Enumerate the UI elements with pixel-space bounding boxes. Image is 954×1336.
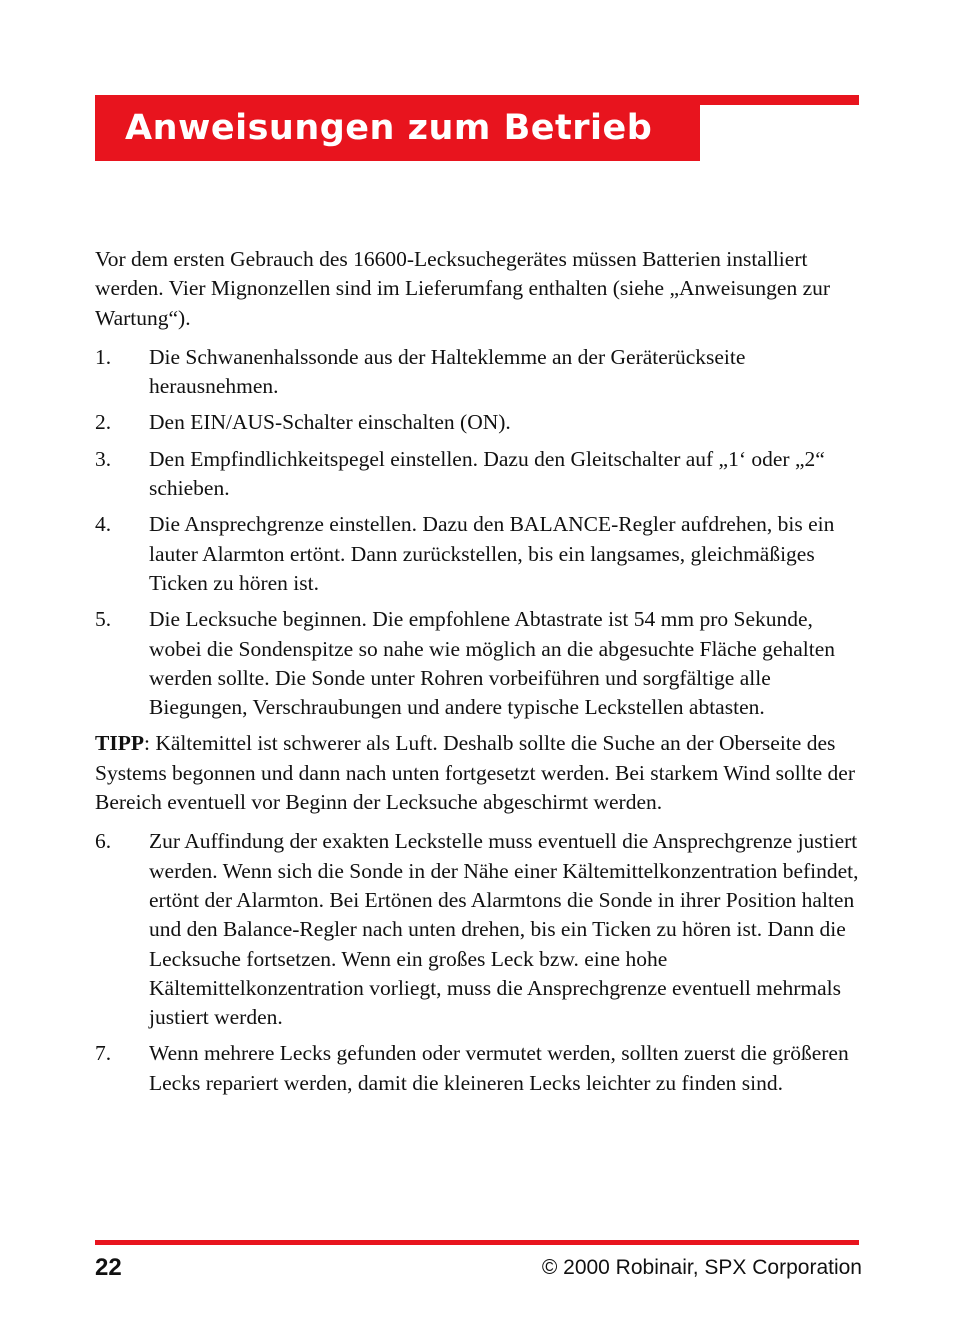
list-item (95, 343, 860, 402)
tip-label: TIPP (95, 731, 144, 756)
step-number: 1. (95, 344, 112, 369)
step-text: Die Lecksuche beginnen. Die empfohlene Abtastrate ist 54 mm pro Sekunde, wobei die Sondenspitze so nahe wie möglich an die abgesuchte Fläche gehalten werden sollte. Die Sonde unter Rohren vorbeiführen und sorgfältige alle Biegungen, Verschraubungen und andere typische Leckstellen abtasten. (149, 607, 835, 720)
step-text: Die Schwanenhalssonde aus der Halteklemme an der Geräterückseite herausnehmen. (149, 344, 746, 399)
step-number: 5. (95, 607, 112, 632)
title-banner (95, 95, 700, 161)
tip-text: : Kältemittel ist schwerer als Luft. Deshalb sollte die Suche an der Oberseite des Systems begonnen und dann nach unten fortgesetzt werden. Bei starkem Wind sollte der Bereich eventuell vor Beginn der Lecksuche abgeschirmt werden. (95, 731, 856, 815)
step-text: Den EIN/AUS-Schalter einschalten (ON). (149, 410, 511, 435)
list-item (95, 445, 860, 504)
tip-paragraph (95, 729, 860, 817)
list-item (95, 408, 860, 437)
step-number: 3. (95, 446, 112, 471)
step-number: 4. (95, 512, 112, 537)
footer-rule (95, 1240, 859, 1245)
step-number: 6. (95, 829, 112, 854)
step-text: Zur Auffindung der exakten Leckstelle muss eventuell die Ansprechgrenze justiert werden. Wenn sich die Sonde in der Nähe einer Kältemittelkonzentration befindet, ertönt der Alarmton. Bei Ertönen des Alarmtons die Sonde in ihrer Position halten und den Balance-Regler nach unten drehen, bis ein Ticken zu hören ist. Dann die Lecksuche fortsetzen. Wenn ein großes Leck bzw. eine hohe Kältemittelkonzentration vorliegt, muss die Ansprechgrenze eventuell mehrmals justiert werden. (149, 829, 859, 1030)
list-item (95, 827, 860, 1032)
step-number: 2. (95, 410, 112, 435)
intro-paragraph: Vor dem ersten Gebrauch des 16600-Lecksuchegerätes müssen Batterien installiert werden. Vier Mignonzellen sind im Lieferumfang enthalten (siehe „Anweisungen zur Wartung“). (95, 247, 831, 330)
steps-list (95, 343, 860, 723)
step-text: Die Ansprechgrenze einstellen. Dazu den BALANCE-Regler aufdrehen, bis ein lauter Alarmton ertönt. Dann zurückstellen, bis ein langsames, gleichmäßiges Ticken zu hören ist. (149, 512, 835, 595)
page-number: 22 (95, 1254, 122, 1281)
main-content (95, 245, 860, 1105)
step-text: Wenn mehrere Lecks gefunden oder vermutet werden, sollten zuerst die größeren Lecks repariert werden, damit die kleineren Lecks leichter zu finden sind. (149, 1041, 849, 1095)
list-item (95, 605, 860, 722)
steps-list-continued (95, 827, 860, 1098)
page-title: Anweisungen zum Betrieb (125, 108, 653, 148)
step-text: Den Empfindlichkeitspegel einstellen. Dazu den Gleitschalter auf „1‘ oder „2“ schieben. (149, 446, 825, 501)
list-item (95, 510, 860, 598)
list-item (95, 1039, 860, 1098)
copyright-notice: © 2000 Robinair, SPX Corporation (541, 1256, 862, 1279)
step-number: 7. (95, 1041, 112, 1066)
